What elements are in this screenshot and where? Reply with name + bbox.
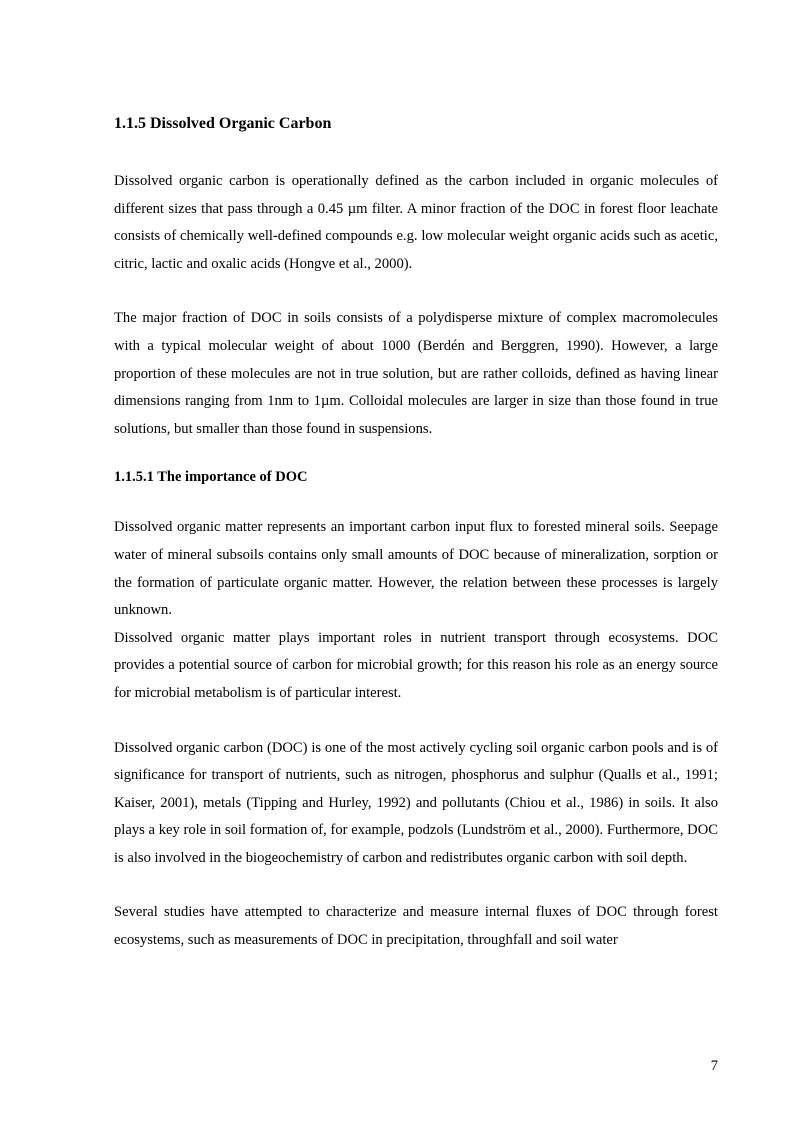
- paragraph-doc-composition: The major fraction of DOC in soils consists of a polydisperse mixture of complex macromolecules with a typical molecular weight of about 1000 (Berdén and Berggren, 1990). However, a large proportion of these molecules are not in true solution, but are rather colloids, defined as having linear dimensions ranging from 1nm to 1µm. Colloidal molecules are larger in size than those found in true solutions, but smaller than those found in suspensions.: [114, 310, 718, 437]
- paragraph-doc-cycling: Dissolved organic carbon (DOC) is one of the most actively cycling soil organic carbon pools and is of significance for transport of nutrients, such as nitrogen, phosphorus and sulphur (Qualls et al., 1991; Kaiser, 2001), metals (Tipping and Hurley, 1992) and pollutants (Chiou et al., 1986) in soils. It also plays a key role in soil formation of, for example, podzols (Lundström et al., 2000). Furthermore, DOC is also involved in the biogeochemistry of carbon and redistributes organic carbon with soil depth.: [114, 739, 718, 866]
- page-body: [114, 113, 718, 955]
- paragraph-carbon-input: Dissolved organic matter represents an important carbon input flux to forested mineral soils. Seepage water of mineral subsoils contains only small amounts of DOC because of mineralization, sorption or the formation of particulate organic matter. However, the relation between these processes is largely unknown.: [114, 519, 718, 619]
- subsection-heading: 1.1.5.1 The importance of DOC: [114, 469, 308, 486]
- paragraph-doc-fluxes: Several studies have attempted to characterize and measure internal fluxes of DOC through forest ecosystems, such as measurements of DOC in precipitation, throughfall and soil water: [114, 904, 718, 949]
- section-heading: 1.1.5 Dissolved Organic Carbon: [114, 115, 332, 132]
- page-number: 7: [710, 1058, 718, 1074]
- paragraph-nutrient-transport: Dissolved organic matter plays important roles in nutrient transport through ecosystems. DOC provides a potential source of carbon for microbial growth; for this reason his role as an energy source for microbial metabolism is of particular interest.: [114, 629, 718, 701]
- paragraph-doc-definition: Dissolved organic carbon is operationally defined as the carbon included in organic molecules of different sizes that pass through a 0.45 µm filter. A minor fraction of the DOC in forest floor leachate consists of chemically well-defined compounds e.g. low molecular weight organic acids such as acetic, citric, lactic and oxalic acids (Hongve et al., 2000).: [114, 173, 718, 272]
